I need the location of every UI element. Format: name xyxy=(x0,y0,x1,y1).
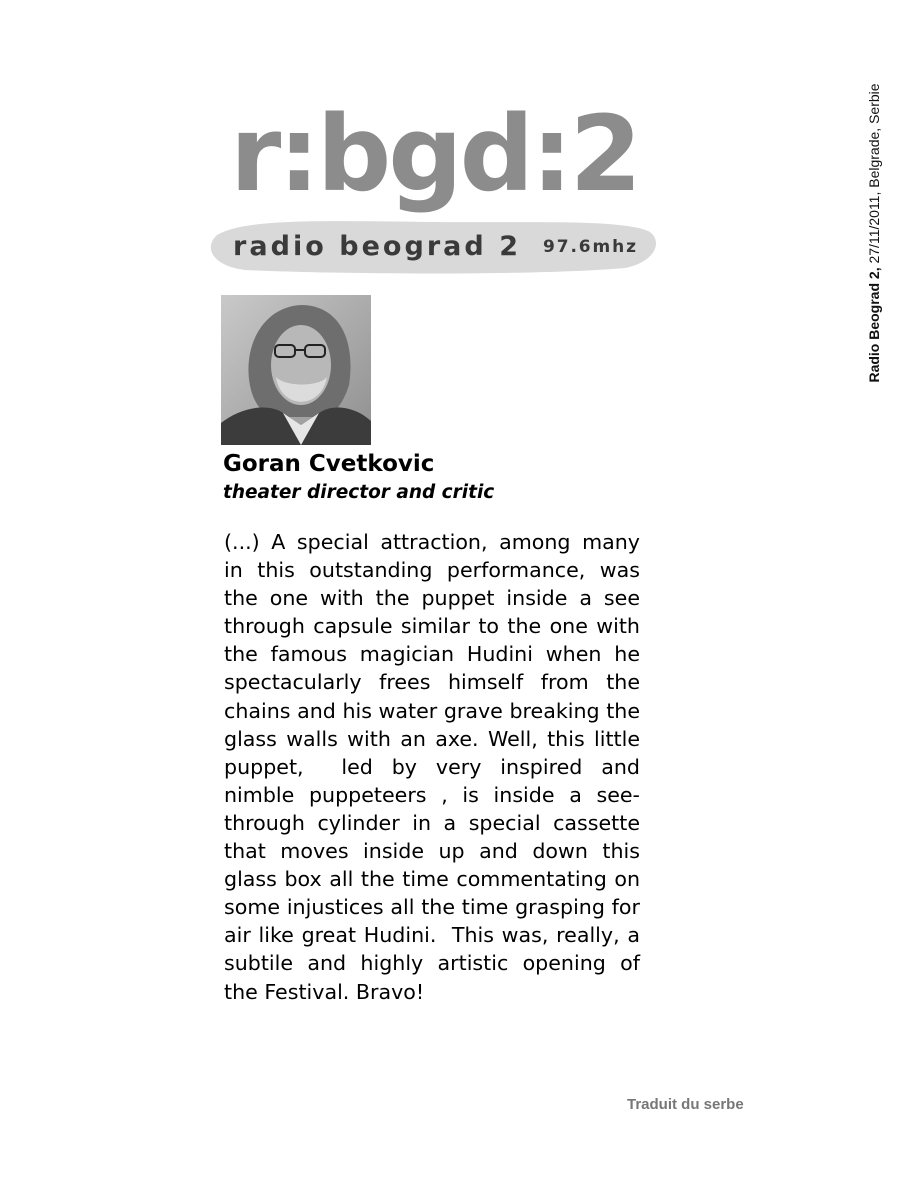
radio-logo xyxy=(205,90,660,280)
source-date-place: 27/11/2011, Belgrade, Serbie xyxy=(866,83,882,268)
logo-text: r:bgd:2 xyxy=(230,93,640,215)
author-portrait xyxy=(221,295,371,445)
translation-note: Traduit du serbe xyxy=(627,1096,744,1113)
logo-frequency: 97.6mhz xyxy=(543,237,636,257)
quote-text: (...) A special attraction, among many in this outstanding performance, was the one with the puppet inside a see through capsule similar to the one with the famous magician Hudini when he spectacularly frees himself from the chains and his water grave breaking the glass walls with an axe. Well, this little puppet, led by very inspired and nimble puppeteers , is inside a see-through cylinder in a special cassette that moves inside up and down this glass box all the time commentating on some injustices all the time grasping for air like great Hudini. This was, really, a subtile and highly artistic opening of the Festival. Bravo! xyxy=(224,530,647,1004)
source-caption xyxy=(866,83,882,382)
author-role: theater director and critic xyxy=(223,482,495,503)
author-name: Goran Cvetkovic xyxy=(223,451,435,477)
source-name: Radio Beograd 2, xyxy=(866,267,882,383)
logo-subtitle: radio beograd 2 xyxy=(233,231,518,262)
